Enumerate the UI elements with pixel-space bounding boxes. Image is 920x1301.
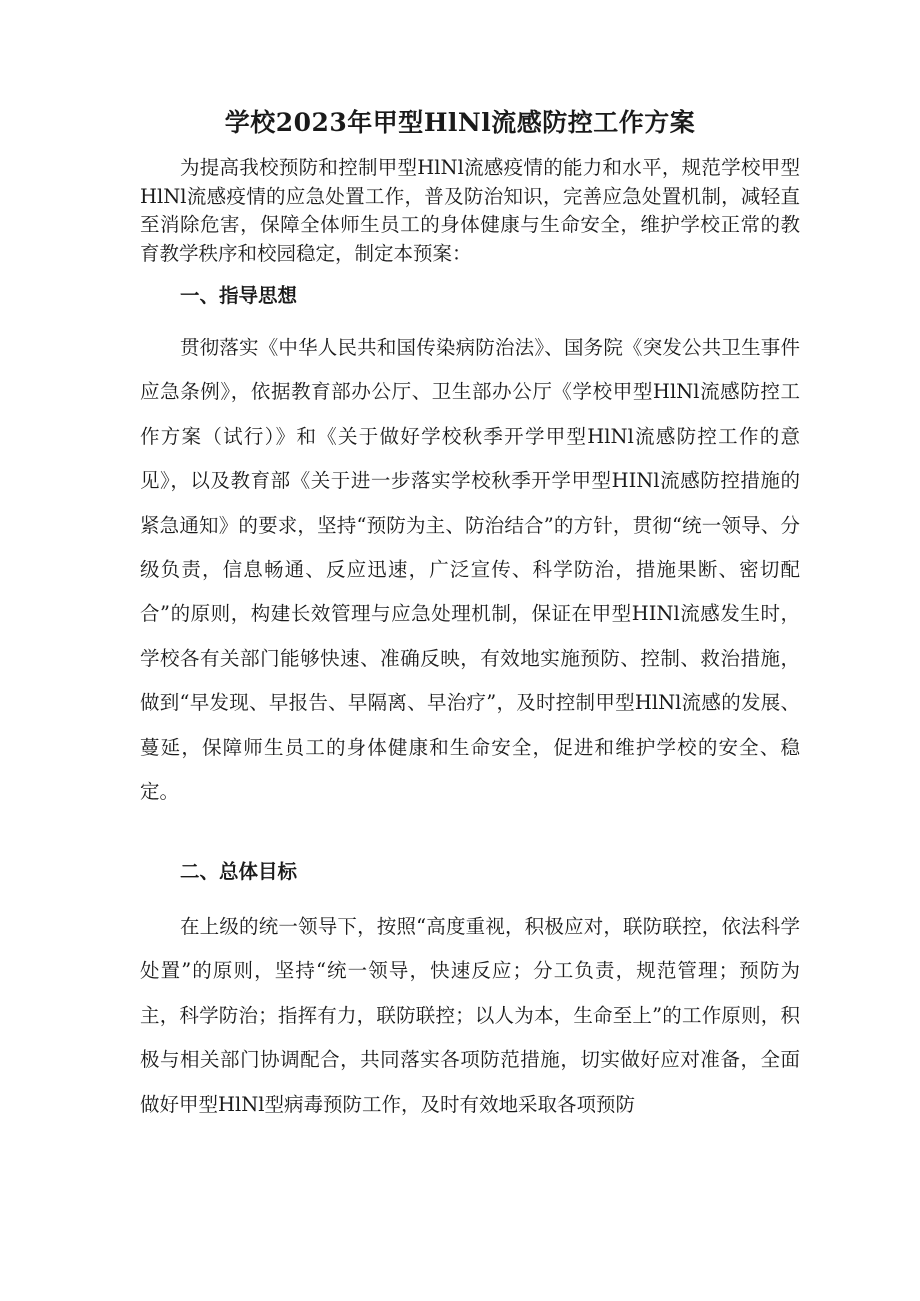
section-body-guiding-ideology: 贯彻落实《中华人民共和国传染病防治法》、国务院《突发公共卫生事件应急条例》，依据教育部办公厅、卫生部办公厅《学校甲型HlNl流感防控工作方案（试行）》和《关于做好学校秋季开学甲型HlNl流感防控工作的意见》，以及教育部《关于进一步落实学校秋季开学甲型HINl流感防控措施的紧急通知》的要求，坚持“预防为主、防治结合”的方针，贯彻“统一领导、分级负责，信息畅通、反应迅速，广泛宣传、科学防治，措施果断、密切配合”的原则，构建长效管理与应急处理机制，保证在甲型HINl流感发生时，学校各有关部门能够快速、准确反映，有效地实施预防、控制、救治措施，做到“早发现、早报告、早隔离、早治疗”，及时控制甲型HlNl流感的发展、蔓延，保障师生员工的身体健康和生命安全，促进和维护学校的安全、稳定。 — [140, 336, 800, 804]
section-heading-overall-goal: 二、总体目标 — [180, 860, 298, 883]
title-suffix: 流感防控工作方案 — [491, 108, 696, 137]
section-heading-guiding-ideology: 一、指导思想 — [180, 284, 298, 307]
section-body-overall-goal: 在上级的统一领导下，按照“高度重视，积极应对，联防联控，依法科学处置”的原则，坚持“统一领导，快速反应；分工负责，规范管理；预防为主，科学防治；指挥有力，联防联控；以人为本，生命至上”的工作原则，积极与相关部门协调配合，共同落实各项防范措施，切实做好应对准备，全面做好甲型HlNl型病毒预防工作，及时有效地采取各项预防 — [140, 915, 800, 1116]
document-title — [0, 104, 920, 142]
title-middle: 年甲型 — [347, 108, 424, 137]
title-virus: HlNl — [423, 108, 492, 137]
title-prefix: 学校 — [224, 108, 276, 137]
intro-paragraph: 为提高我校预防和控制甲型HlNl流感疫情的能力和水平，规范学校甲型HlNl流感疫情的应急处置工作，普及防治知识，完善应急处置机制，减轻直至消除危害，保障全体师生员工的身体健康与生命安全，维护学校正常的教育教学秩序和校园稳定，制定本预案： — [140, 156, 800, 265]
title-year: 2023 — [275, 108, 348, 137]
